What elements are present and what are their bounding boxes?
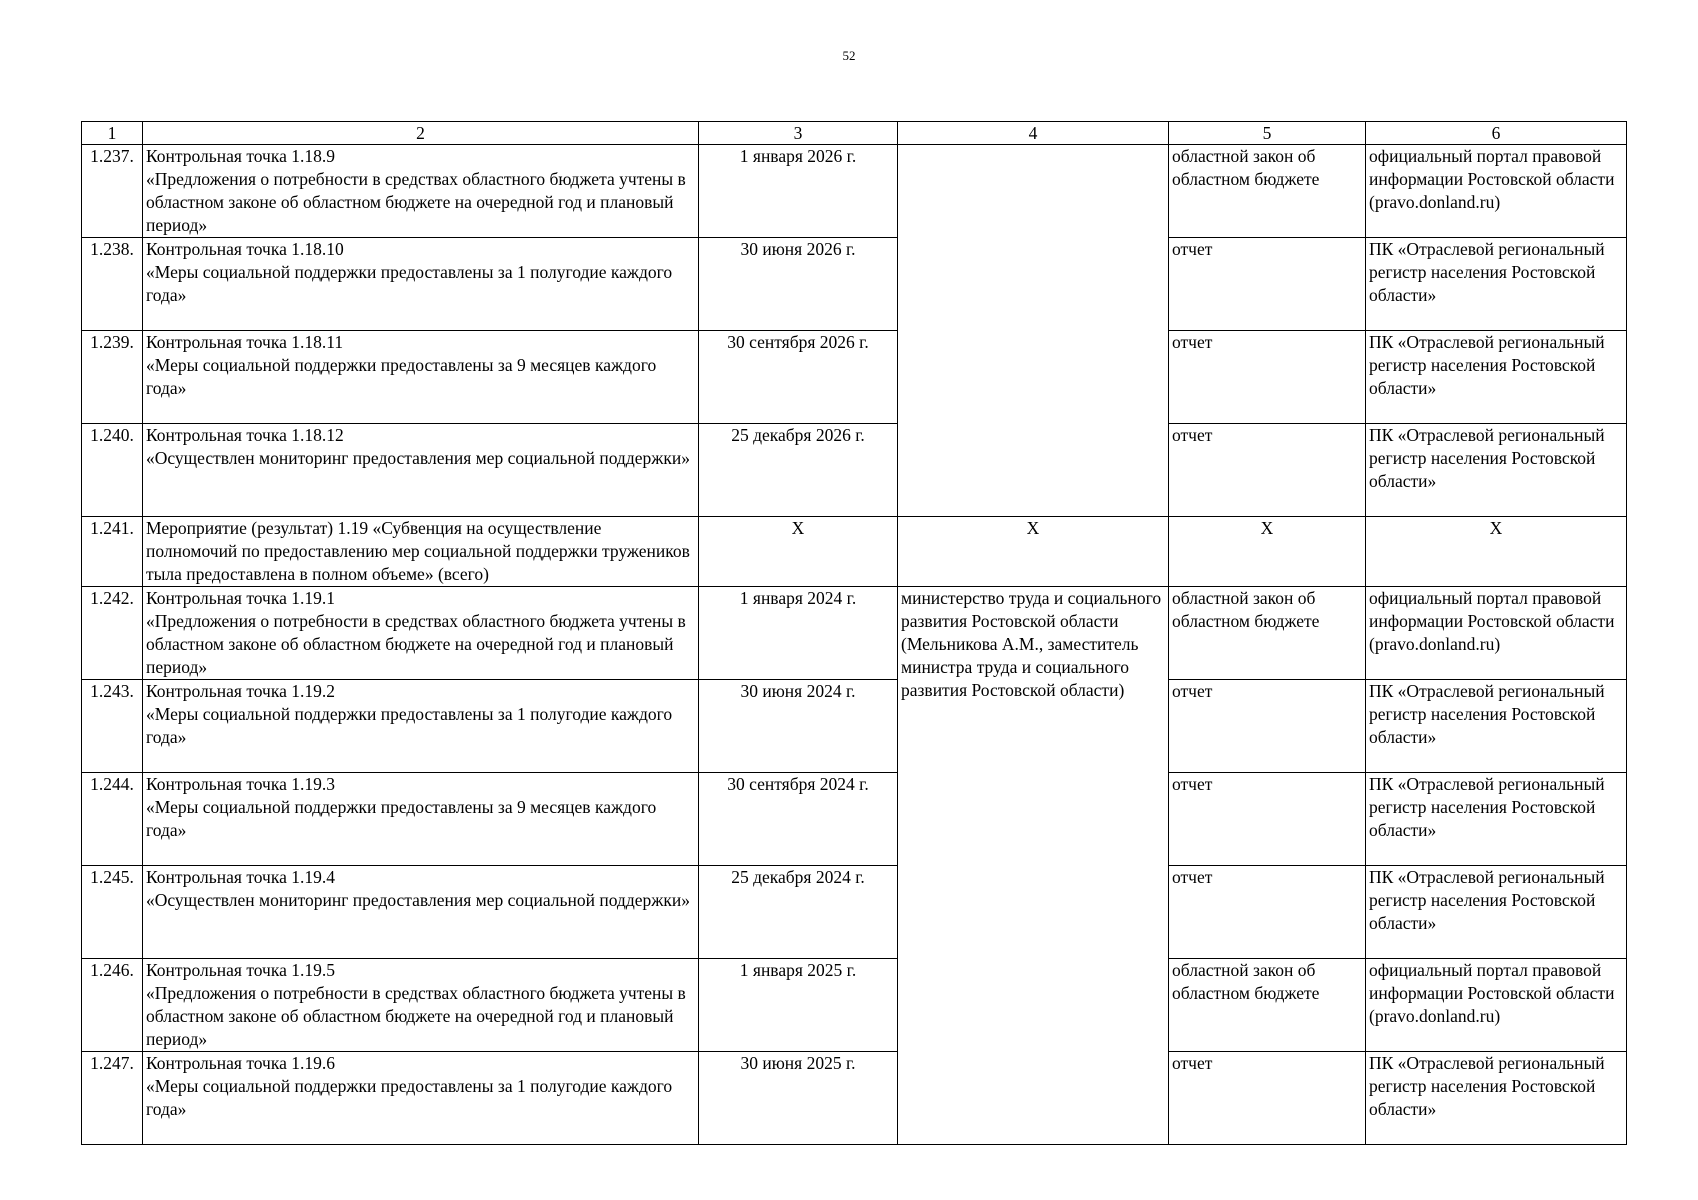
row-source: ПК «Отраслевой региональный регистр населения Ростовской области»: [1366, 424, 1627, 517]
x-mark: X: [1366, 517, 1627, 587]
column-header: 1: [82, 122, 143, 145]
row-source: ПК «Отраслевой региональный регистр населения Ростовской области»: [1366, 238, 1627, 331]
responsible-cell-empty: [898, 145, 1169, 517]
control-point-text: «Меры социальной поддержки предоставлены за 1 полугодие каждого года»: [146, 262, 673, 305]
row-date: 1 января 2026 г.: [699, 145, 898, 238]
control-point-text: «Меры социальной поддержки предоставлены за 1 полугодие каждого года»: [146, 704, 673, 747]
control-point-title: Контрольная точка 1.19.1: [146, 588, 335, 608]
row-number: 1.246.: [82, 959, 143, 1052]
table-row: [82, 959, 1627, 1052]
row-description: [143, 424, 699, 517]
row-description: [143, 331, 699, 424]
control-point-title: Контрольная точка 1.19.3: [146, 774, 335, 794]
row-source: ПК «Отраслевой региональный регистр населения Ростовской области»: [1366, 680, 1627, 773]
table-row: [82, 680, 1627, 773]
control-point-text: «Меры социальной поддержки предоставлены за 9 месяцев каждого года»: [146, 797, 657, 840]
row-source: официальный портал правовой информации Ростовской области (pravo.donland.ru): [1366, 587, 1627, 680]
table-row: [82, 145, 1627, 238]
row-document: отчет: [1169, 866, 1366, 959]
control-point-title: Контрольная точка 1.19.6: [146, 1053, 335, 1073]
row-date: 25 декабря 2026 г.: [699, 424, 898, 517]
row-description: [143, 866, 699, 959]
row-document: отчет: [1169, 1052, 1366, 1145]
row-number: 1.245.: [82, 866, 143, 959]
row-number: 1.238.: [82, 238, 143, 331]
row-number: 1.242.: [82, 587, 143, 680]
control-point-text: «Предложения о потребности в средствах областного бюджета учтены в областном законе об областном бюджете на очередной год и плановый период»: [146, 169, 686, 235]
x-mark: X: [1169, 517, 1366, 587]
row-number: 1.239.: [82, 331, 143, 424]
row-date: 30 июня 2024 г.: [699, 680, 898, 773]
row-date: 30 сентября 2024 г.: [699, 773, 898, 866]
control-point-title: Контрольная точка 1.19.5: [146, 960, 335, 980]
row-document: отчет: [1169, 680, 1366, 773]
row-source: ПК «Отраслевой региональный регистр населения Ростовской области»: [1366, 331, 1627, 424]
column-header: 2: [143, 122, 699, 145]
row-number: 1.237.: [82, 145, 143, 238]
control-point-text: «Меры социальной поддержки предоставлены за 1 полугодие каждого года»: [146, 1076, 673, 1119]
row-document: отчет: [1169, 773, 1366, 866]
control-point-title: Контрольная точка 1.18.12: [146, 425, 344, 445]
control-point-text: «Меры социальной поддержки предоставлены за 9 месяцев каждого года»: [146, 355, 657, 398]
column-header: 3: [699, 122, 898, 145]
column-header: 4: [898, 122, 1169, 145]
control-point-text: «Осуществлен мониторинг предоставления мер социальной поддержки»: [146, 890, 690, 910]
control-point-text: «Предложения о потребности в средствах областного бюджета учтены в областном законе об областном бюджете на очередной год и плановый период»: [146, 983, 686, 1049]
table-header-row: [82, 122, 1627, 145]
row-document: областной закон об областном бюджете: [1169, 959, 1366, 1052]
row-number: 1.244.: [82, 773, 143, 866]
control-point-title: Контрольная точка 1.19.4: [146, 867, 335, 887]
responsible-cell: министерство труда и социального развития Ростовской области (Мельникова А.М., заместитель министра труда и социального развития Ростовской области): [898, 587, 1169, 1145]
table-row: [82, 331, 1627, 424]
row-date: 1 января 2024 г.: [699, 587, 898, 680]
row-document: отчет: [1169, 424, 1366, 517]
row-description: [143, 587, 699, 680]
control-point-title: Контрольная точка 1.18.9: [146, 146, 335, 166]
row-source: официальный портал правовой информации Ростовской области (pravo.donland.ru): [1366, 145, 1627, 238]
control-point-title: Контрольная точка 1.18.11: [146, 332, 344, 352]
column-header: 5: [1169, 122, 1366, 145]
row-date: 30 сентября 2026 г.: [699, 331, 898, 424]
x-mark: X: [699, 517, 898, 587]
row-date: 25 декабря 2024 г.: [699, 866, 898, 959]
row-source: ПК «Отраслевой региональный регистр населения Ростовской области»: [1366, 773, 1627, 866]
row-number: 1.247.: [82, 1052, 143, 1145]
row-number: 1.240.: [82, 424, 143, 517]
row-description: [143, 145, 699, 238]
measure-description: Мероприятие (результат) 1.19 «Субвенция на осуществление полномочий по предоставлению мер социальной поддержки тружеников тыла предоставлена в полном объеме» (всего): [143, 517, 699, 587]
row-description: [143, 680, 699, 773]
row-document: отчет: [1169, 238, 1366, 331]
row-description: [143, 1052, 699, 1145]
row-description: [143, 773, 699, 866]
column-header: 6: [1366, 122, 1627, 145]
row-source: официальный портал правовой информации Ростовской области (pravo.donland.ru): [1366, 959, 1627, 1052]
row-date: 30 июня 2026 г.: [699, 238, 898, 331]
table-row: [82, 1052, 1627, 1145]
table-row: [82, 587, 1627, 680]
row-source: ПК «Отраслевой региональный регистр населения Ростовской области»: [1366, 866, 1627, 959]
row-number: 1.241.: [82, 517, 143, 587]
row-document: отчет: [1169, 331, 1366, 424]
row-description: [143, 959, 699, 1052]
control-point-text: «Предложения о потребности в средствах областного бюджета учтены в областном законе об областном бюджете на очередной год и плановый период»: [146, 611, 686, 677]
row-description: [143, 238, 699, 331]
row-source: ПК «Отраслевой региональный регистр населения Ростовской области»: [1366, 1052, 1627, 1145]
table-row: [82, 238, 1627, 331]
row-date: 1 января 2025 г.: [699, 959, 898, 1052]
control-point-title: Контрольная точка 1.19.2: [146, 681, 335, 701]
table-row: [82, 773, 1627, 866]
measure-row: [82, 517, 1627, 587]
table-row: [82, 866, 1627, 959]
control-point-text: «Осуществлен мониторинг предоставления мер социальной поддержки»: [146, 448, 690, 468]
table-row: [82, 424, 1627, 517]
control-point-title: Контрольная точка 1.18.10: [146, 239, 344, 259]
row-document: областной закон об областном бюджете: [1169, 145, 1366, 238]
row-number: 1.243.: [82, 680, 143, 773]
row-date: 30 июня 2025 г.: [699, 1052, 898, 1145]
x-mark: X: [898, 517, 1169, 587]
row-document: областной закон об областном бюджете: [1169, 587, 1366, 680]
page-number: 52: [842, 48, 856, 63]
control-points-table: [81, 121, 1627, 1145]
